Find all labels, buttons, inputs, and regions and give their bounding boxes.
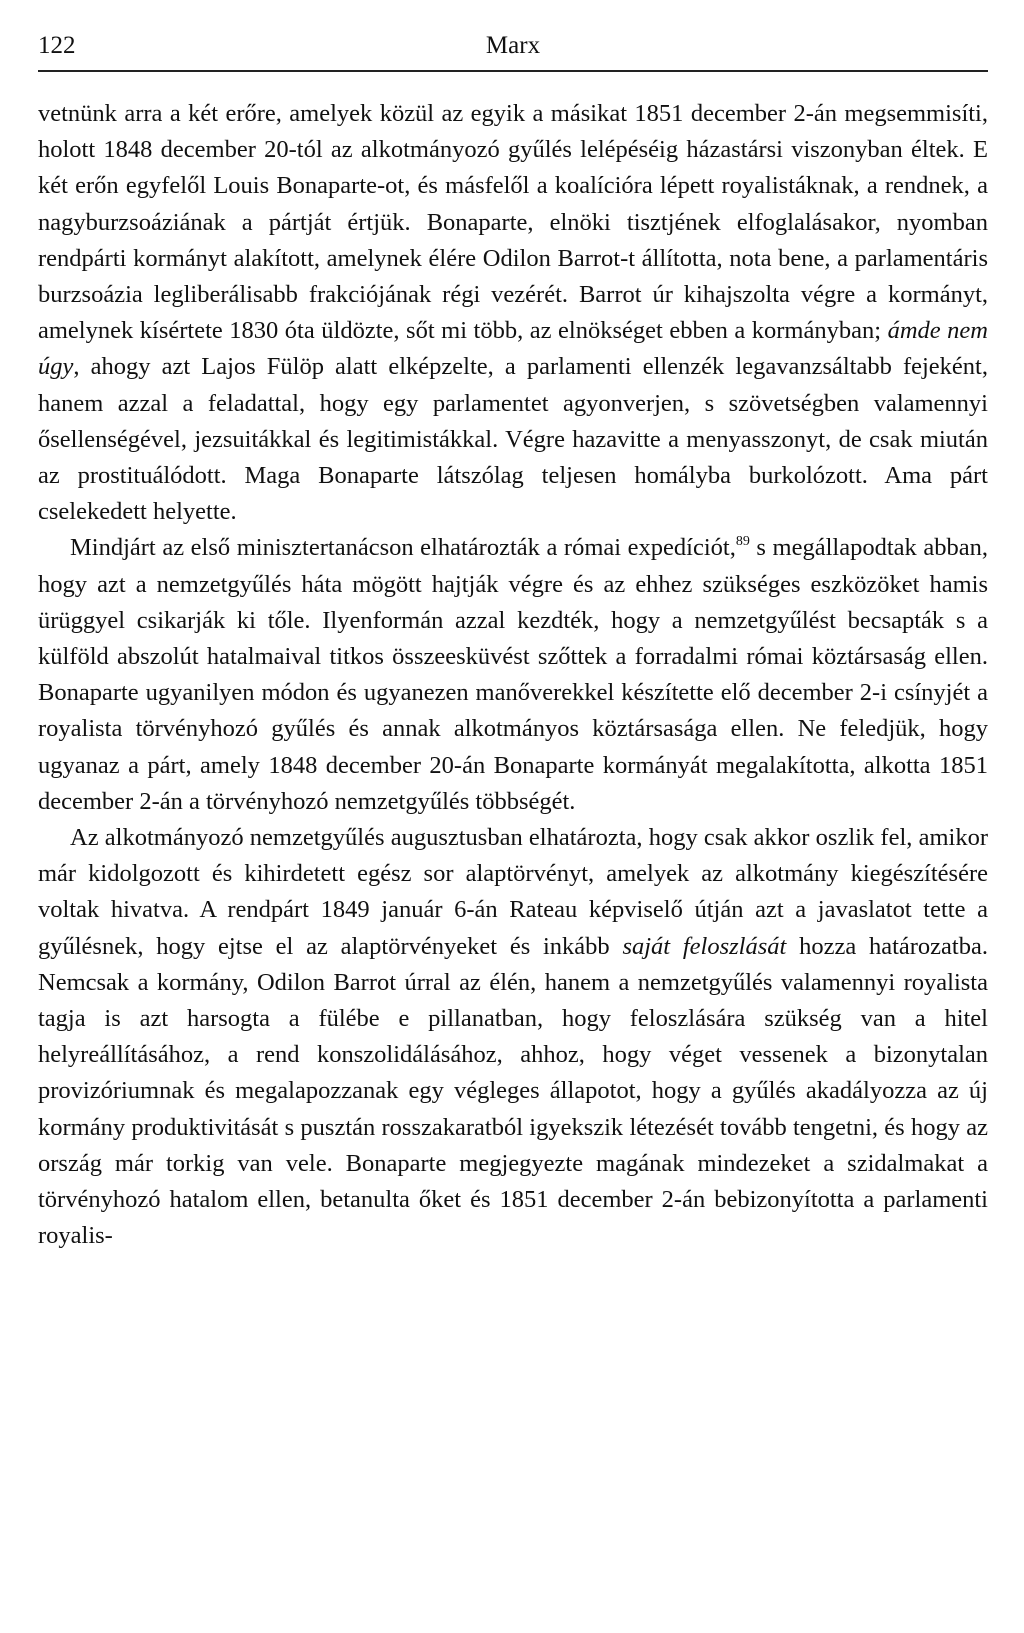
paragraph-text: s megállapodtak abban, hogy azt a nemzetgyűlés háta mögött hajtják végre és az ehhez szükséges eszközöket hamis ürüggyel csikarják ki tőle. Ilyenformán azzal kezdték, hogy a nemzetgyűlést becsapták s a külföld abszolút hatalmaival titkos összeesküvést szőttek a forradalmi római köztársaság ellen. Bonaparte ugyanilyen módon és ugyanezen manőverekkel készítette elő december 2-i csínyjét a royalista törvényhozó gyűlés és annak alkotmányos köztársasága ellen. Ne feledjük, hogy ugyanaz a párt, amely 1848 december 20-án Bonaparte kormányát megalakította, alkotta 1851 december 2-án a törvényhozó nemzetgyűlés többségét. [38, 534, 988, 815]
header-rule [38, 70, 988, 72]
paragraph-text: Mindjárt az első minisztertanácson elhatározták a római expedíciót, [70, 534, 736, 562]
body-text [38, 96, 988, 1255]
footnote-marker: 89 [735, 534, 750, 550]
paragraph [38, 530, 988, 820]
emphasized-text: saját feloszlását [622, 932, 787, 960]
paragraph-text: vetnünk arra a két erőre, amelyek közül az egyik a másikat 1851 december 2-án megsemmisíti, holott 1848 december 20-tól az alkotmányozó gyűlés lelépéséig házastársi viszonyban éltek. E két erőn egyfelől Louis Bonaparte-ot, és másfelől a koalícióra lépett royalistáknak, a rendnek, a nagyburzsoáziának a pártját értjük. Bonaparte, elnöki tisztjének elfoglalásakor, nyomban rendpárti kormányt alakított, amelynek élére Odilon Barrot-t állította, nota bene, a parlamentáris burzsoázia legliberálisabb frakciójának régi vezérét. Barrot úr kihajszolta végre a kormányt, amelynek kísértete 1830 óta üldözte, sőt mi több, az elnökséget ebben a kormányban; [38, 100, 988, 345]
paragraph [38, 820, 988, 1254]
running-head: Marx [485, 32, 541, 59]
emphasized-text: ámde nem úgy [38, 317, 988, 381]
paragraph-text: hozza határozatba. Nemcsak a kormány, Odilon Barrot úrral az élén, hanem a nemzetgyűlés valamennyi royalista tagja is azt harsogta a fülébe e pillanatban, hogy feloszlására szükség van a hitel helyreállításához, a rend konszolidálásához, ahhoz, hogy véget vessenek a bizonytalan provizóriumnak és megalapozzanak egy végleges állapotot, hogy a gyűlés akadályozza az új kormány produktivitását s pusztán rosszakaratból igyekszik létezését tovább tengetni, és hogy az ország már torkig van vele. Bonaparte megjegyezte magának mindezeket a szidalmakat a törvényhozó hatalom ellen, betanulta őket és 1851 december 2-án bebizonyította a parlamenti royalis- [38, 932, 988, 1250]
page-header [38, 28, 988, 64]
paragraph [38, 96, 988, 530]
page-number: 122 [38, 32, 76, 59]
book-page [38, 28, 988, 1618]
paragraph-text: , ahogy azt Lajos Fülöp alatt elképzelte, a parlamenti ellenzék legavanzsáltabb fejeként, hanem azzal a feladattal, hogy egy parlamentet agyonverjen, s szövetségben valamennyi ősellenségével, jezsuitákkal és legitimistákkal. Végre hazavitte a menyasszonyt, de csak miután az prostituálódott. Maga Bonaparte látszólag teljesen homályba burkolózott. Ama párt cselekedett helyette. [38, 353, 988, 526]
paragraph-text: Az alkotmányozó nemzetgyűlés augusztusban elhatározta, hogy csak akkor oszlik fel, amikor már kidolgozott és kihirdetett egész sor alaptörvényt, amelyek az alkotmány kiegészítésére voltak hivatva. A rendpárt 1849 január 6-án Rateau képviselő útján azt a javaslatot tette a gyűlésnek, hogy ejtse el az alaptörvényeket és inkább [38, 824, 988, 960]
